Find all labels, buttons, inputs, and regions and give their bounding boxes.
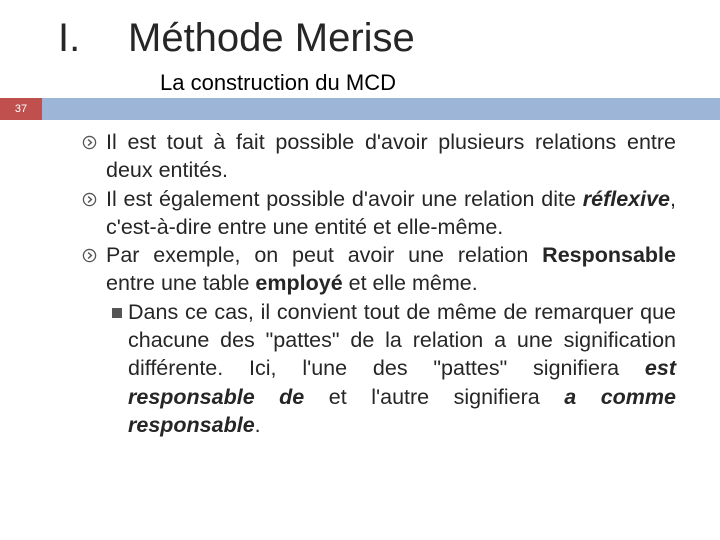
slide-content [82,128,676,439]
header-bar [0,98,720,120]
bullet-text: et elle même. [342,271,478,296]
bullet-text: Il est tout à fait possible d'avoir plusieurs relations entre deux entités. [106,130,676,183]
sub-bullet-text: Dans ce cas, il convient tout de même de remarquer que chacune des "pattes" de la relation a une signification différente. Ici, l'une des "pattes" signifiera [128,299,676,381]
square-bullet-icon [112,308,122,318]
circle-arrow-icon [82,135,97,150]
slide-title [58,14,415,62]
circle-arrow-icon [82,192,97,207]
circle-arrow-icon [82,248,97,263]
bullet-item [82,185,676,242]
sub-bullet-text: et l'autre signifiera [304,384,565,409]
section-number: I. [58,16,81,60]
term-a-comme-responsable: a comme responsable [128,384,676,437]
bullet-text: Il est également possible d'avoir une relation dite [106,186,583,211]
slide-subtitle: La construction du MCD [160,70,396,95]
bullet-item [82,128,676,185]
page-number-badge: 37 [0,98,42,120]
bullet-text: Par exemple, on peut avoir une relation [106,243,543,268]
sub-bullet-text: . [254,412,261,437]
term-responsable: Responsable [542,243,676,268]
term-employe: employé [255,271,343,296]
bullet-text: , c'est-à-dire entre une entité et elle-même. [106,186,676,239]
term-reflexive: réflexive [582,186,671,211]
bullet-item [82,241,676,298]
bullet-text: entre une table [106,271,256,296]
term-est-responsable-de: est responsable de [128,356,676,409]
title-text: Méthode Merise [128,16,415,60]
sub-bullet-item [104,298,676,439]
